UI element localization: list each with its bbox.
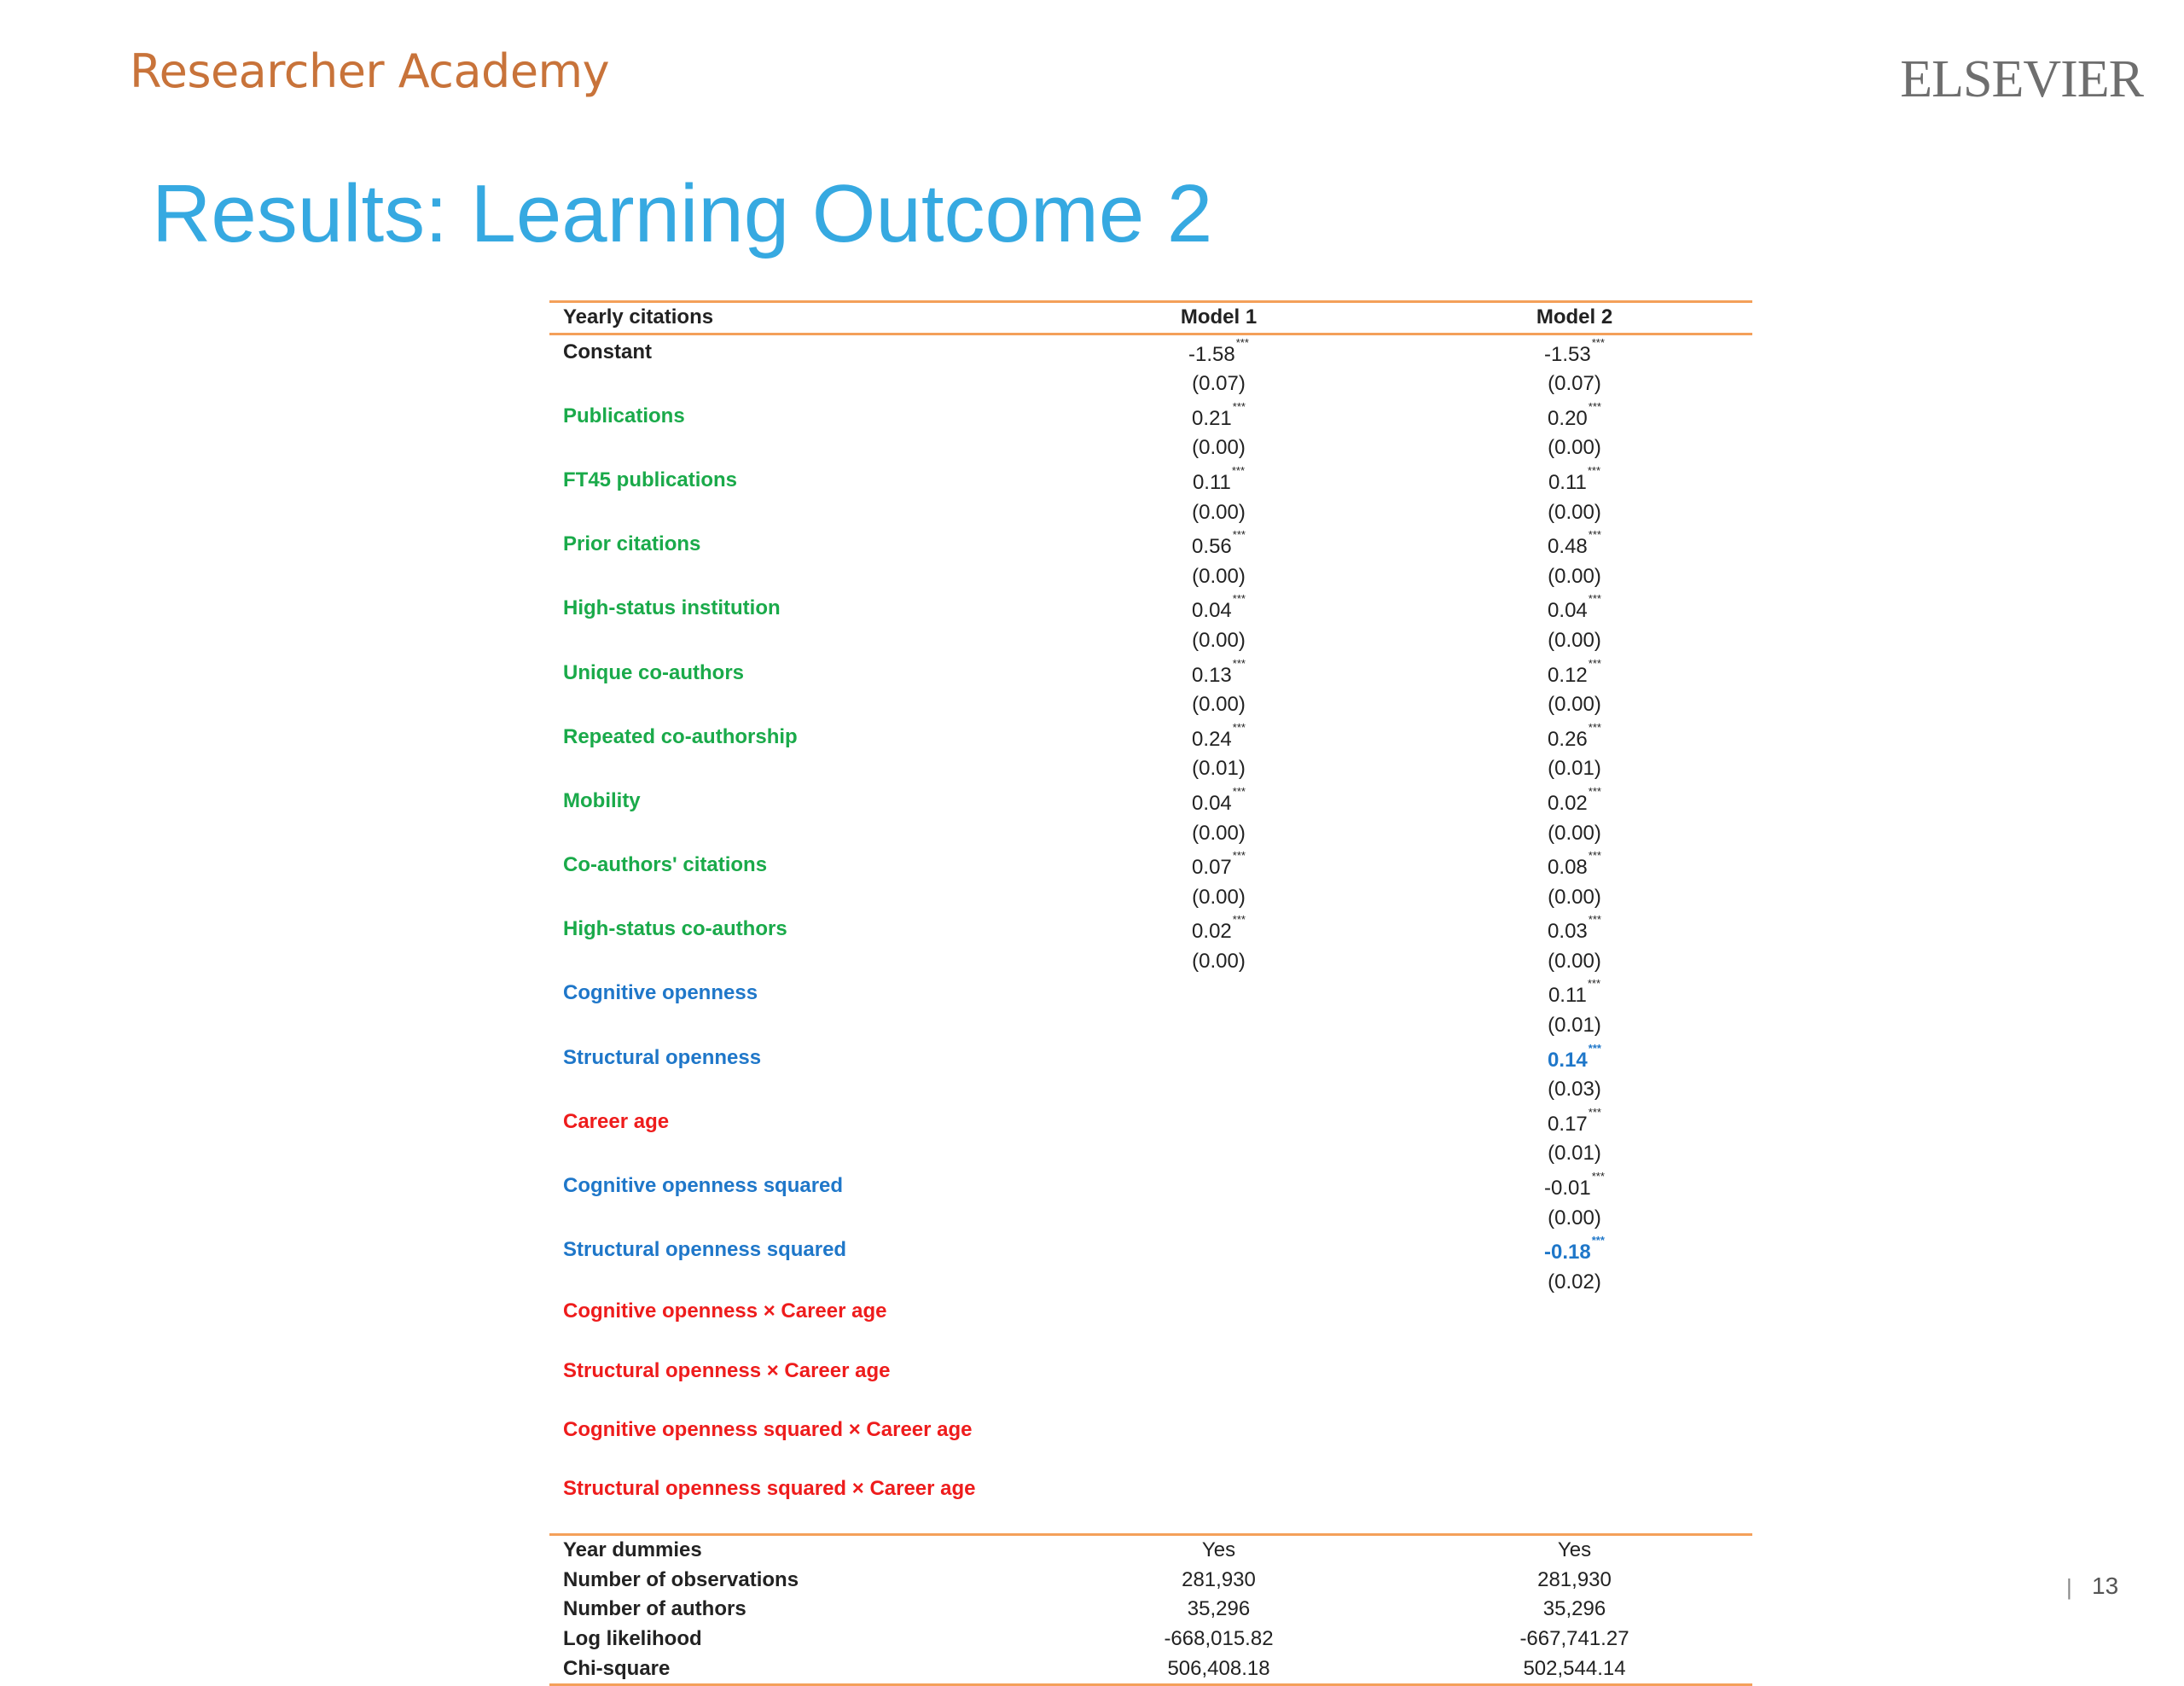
coefficient-cell [1397, 1474, 1752, 1504]
variable-label: Career age [563, 1109, 670, 1133]
significance-stars: *** [1591, 1170, 1605, 1183]
coefficient-value: -1.58 [1188, 342, 1235, 366]
table-row-std-error [549, 1445, 1752, 1474]
std-error-cell [1041, 369, 1397, 399]
blank-label-cell [549, 754, 1041, 784]
std-error-cell [1041, 883, 1397, 913]
variable-label: Unique co-authors [563, 660, 745, 684]
coefficient-cell [1397, 656, 1752, 691]
coefficient-value: 0.11 [1548, 984, 1587, 1008]
std-error-cell [1397, 433, 1752, 463]
coefficient-cell [1397, 463, 1752, 498]
table-body [549, 335, 1752, 1686]
blank-label-cell [549, 819, 1041, 849]
summary-row [549, 1566, 1752, 1596]
significance-stars: *** [1588, 656, 1601, 670]
significance-stars: *** [1588, 399, 1601, 413]
blank-label-cell [549, 1204, 1041, 1234]
header-model-2: Model 2 [1397, 300, 1752, 335]
table-row [549, 656, 1752, 691]
table-row [549, 527, 1752, 562]
summary-row [549, 1533, 1752, 1566]
table-row-std-error [549, 498, 1752, 528]
coefficient-cell [1397, 527, 1752, 562]
coefficient-value: -1.53 [1544, 342, 1591, 366]
coefficient-cell [1397, 784, 1752, 819]
table-row [549, 976, 1752, 1011]
summary-model-1-value: 35,296 [1187, 1597, 1251, 1621]
significance-stars: *** [1588, 720, 1601, 734]
std-error-cell [1041, 1268, 1397, 1298]
blank-label-cell [549, 1386, 1041, 1416]
table-header-row [549, 300, 1752, 335]
table-row [549, 848, 1752, 883]
coefficient-cell [1041, 1041, 1397, 1076]
coefficient-value: 0.02 [1192, 920, 1232, 944]
blank-label-cell [549, 433, 1041, 463]
table-row [549, 591, 1752, 626]
std-error-value: (0.00) [1548, 500, 1601, 524]
table-row [549, 1416, 1752, 1445]
coefficient-value: 0.04 [1192, 599, 1232, 623]
std-error-value: (0.03) [1548, 1078, 1601, 1102]
std-error-cell [1397, 754, 1752, 784]
std-error-cell [1397, 690, 1752, 720]
variable-label: Structural openness × Career age [563, 1358, 891, 1382]
std-error-value: (0.00) [1192, 949, 1246, 973]
coefficient-value: 0.07 [1192, 856, 1232, 880]
variable-label: Cognitive openness [563, 981, 758, 1005]
page-number: 13 [2092, 1573, 2119, 1599]
variable-label: High-status co-authors [563, 917, 787, 941]
table-row-std-error [549, 369, 1752, 399]
std-error-value: (0.07) [1548, 372, 1601, 396]
std-error-value: (0.00) [1548, 885, 1601, 909]
coefficient-cell [1397, 720, 1752, 755]
coefficient-cell [1041, 784, 1397, 819]
page-number-separator: | [2066, 1574, 2072, 1600]
variable-label: Cognitive openness × Career age [563, 1299, 887, 1323]
variable-label: High-status institution [563, 596, 781, 620]
std-error-cell [1397, 1504, 1752, 1534]
table-row [549, 1357, 1752, 1387]
std-error-cell [1041, 1011, 1397, 1041]
summary-model-1-value: 281,930 [1182, 1567, 1256, 1591]
publisher-logo-text: ELSEVIER [1900, 50, 2143, 108]
variable-label: Prior citations [563, 532, 701, 556]
coefficient-value: 0.17 [1548, 1112, 1588, 1136]
std-error-value: (0.02) [1548, 1270, 1601, 1294]
table-row [549, 335, 1752, 370]
coefficient-value: 0.11 [1548, 470, 1587, 494]
std-error-cell [1397, 947, 1752, 977]
std-error-value: (0.01) [1548, 1014, 1601, 1038]
table-row-std-error [549, 1327, 1752, 1357]
significance-stars: *** [1591, 335, 1605, 349]
std-error-cell [1397, 626, 1752, 656]
blank-label-cell [549, 947, 1041, 977]
significance-stars: *** [1588, 592, 1601, 606]
header-yearly-citations: Yearly citations [549, 300, 1041, 335]
table-row [549, 720, 1752, 755]
table-row-std-error [549, 1075, 1752, 1105]
variable-label: Publications [563, 404, 685, 427]
std-error-cell [1041, 626, 1397, 656]
summary-row [549, 1625, 1752, 1654]
significance-stars: *** [1588, 784, 1601, 798]
std-error-value: (0.00) [1548, 436, 1601, 460]
brand-logo-text: Researcher Academy [130, 44, 610, 98]
summary-label: Chi-square [549, 1654, 1041, 1686]
table-row-std-error [549, 947, 1752, 977]
summary-model-2-value: 281,930 [1537, 1567, 1612, 1591]
table-row-std-error [549, 1139, 1752, 1169]
significance-stars: *** [1588, 913, 1601, 927]
std-error-value: (0.07) [1192, 372, 1246, 396]
std-error-value: (0.00) [1548, 821, 1601, 845]
table-row [549, 1041, 1752, 1076]
significance-stars: *** [1232, 528, 1246, 542]
std-error-cell [1397, 369, 1752, 399]
std-error-value: (0.00) [1548, 564, 1601, 588]
summary-row [549, 1654, 1752, 1686]
regression-results-table [549, 300, 1752, 1686]
variable-label: FT45 publications [563, 468, 738, 491]
std-error-cell [1397, 1268, 1752, 1298]
coefficient-value: 0.56 [1192, 535, 1232, 559]
table-row [549, 784, 1752, 819]
std-error-value: (0.00) [1548, 628, 1601, 652]
header-model-1: Model 1 [1041, 300, 1397, 335]
table-row-std-error [549, 1268, 1752, 1298]
coefficient-cell [1041, 848, 1397, 883]
std-error-value: (0.00) [1192, 436, 1246, 460]
coefficient-value: 0.24 [1192, 727, 1232, 751]
std-error-value: (0.00) [1192, 821, 1246, 845]
coefficient-value: 0.20 [1548, 406, 1588, 430]
std-error-cell [1397, 883, 1752, 913]
blank-label-cell [549, 883, 1041, 913]
std-error-value: (0.00) [1192, 500, 1246, 524]
table-row-std-error [549, 433, 1752, 463]
std-error-cell [1397, 819, 1752, 849]
coefficient-value: 0.03 [1548, 920, 1588, 944]
significance-stars: *** [1588, 1041, 1601, 1055]
std-error-value: (0.01) [1192, 757, 1246, 781]
coefficient-cell [1397, 1357, 1752, 1387]
std-error-value: (0.00) [1548, 693, 1601, 717]
std-error-cell [1397, 1011, 1752, 1041]
table-row [549, 399, 1752, 434]
blank-label-cell [549, 1504, 1041, 1534]
table-row-std-error [549, 1386, 1752, 1416]
coefficient-value: 0.21 [1192, 406, 1232, 430]
variable-label: Co-authors' citations [563, 853, 768, 877]
summary-model-2-value: Yes [1397, 1533, 1752, 1566]
blank-label-cell [549, 1139, 1041, 1169]
table-row [549, 463, 1752, 498]
std-error-value: (0.00) [1548, 1206, 1601, 1230]
significance-stars: *** [1591, 1234, 1605, 1247]
coefficient-cell [1041, 1105, 1397, 1140]
coefficient-value: 0.13 [1192, 663, 1232, 687]
std-error-cell [1041, 498, 1397, 528]
coefficient-cell [1397, 1297, 1752, 1327]
significance-stars: *** [1588, 528, 1601, 542]
std-error-value: (0.00) [1192, 628, 1246, 652]
table-row [549, 1169, 1752, 1204]
variable-label: Repeated co-authorship [563, 724, 798, 748]
std-error-cell [1041, 1445, 1397, 1474]
significance-stars: *** [1587, 977, 1601, 991]
blank-label-cell [549, 1011, 1041, 1041]
table-row-std-error [549, 1204, 1752, 1234]
table-row-std-error [549, 1011, 1752, 1041]
significance-stars: *** [1232, 399, 1246, 413]
coefficient-cell [1041, 976, 1397, 1011]
summary-row [549, 1595, 1752, 1625]
coefficient-value: 0.12 [1548, 663, 1588, 687]
coefficient-cell [1397, 976, 1752, 1011]
significance-stars: *** [1231, 463, 1246, 477]
std-error-value: (0.01) [1548, 1142, 1601, 1166]
std-error-cell [1041, 1139, 1397, 1169]
std-error-cell [1041, 1327, 1397, 1357]
coefficient-cell [1041, 1416, 1397, 1445]
summary-model-2-value: 502,544.14 [1397, 1654, 1752, 1686]
std-error-cell [1041, 1386, 1397, 1416]
coefficient-cell [1041, 912, 1397, 947]
variable-label: Cognitive openness squared [563, 1174, 844, 1198]
coefficient-cell [1397, 1416, 1752, 1445]
std-error-cell [1041, 819, 1397, 849]
coefficient-cell [1397, 1233, 1752, 1268]
blank-label-cell [549, 498, 1041, 528]
std-error-cell [1397, 1139, 1752, 1169]
coefficient-cell [1041, 656, 1397, 691]
coefficient-value: 0.08 [1548, 856, 1588, 880]
std-error-value: (0.00) [1192, 885, 1246, 909]
summary-model-1-value: -668,015.82 [1164, 1626, 1274, 1650]
variable-label: Structural openness squared × Career age [563, 1476, 976, 1500]
coefficient-cell [1397, 591, 1752, 626]
coefficient-cell [1041, 1297, 1397, 1327]
blank-label-cell [549, 369, 1041, 399]
table-row-std-error [549, 819, 1752, 849]
coefficient-cell [1397, 399, 1752, 434]
blank-label-cell [549, 1327, 1041, 1357]
std-error-cell [1041, 947, 1397, 977]
significance-stars: *** [1232, 720, 1246, 734]
coefficient-cell [1041, 1233, 1397, 1268]
coefficient-cell [1041, 720, 1397, 755]
std-error-value: (0.00) [1192, 693, 1246, 717]
table-row [549, 1105, 1752, 1140]
significance-stars: *** [1232, 849, 1246, 863]
significance-stars: *** [1232, 592, 1246, 606]
std-error-value: (0.00) [1192, 564, 1246, 588]
std-error-cell [1397, 562, 1752, 592]
significance-stars: *** [1232, 913, 1246, 927]
significance-stars: *** [1588, 1105, 1601, 1119]
variable-label: Constant [563, 340, 652, 363]
significance-stars: *** [1587, 463, 1601, 477]
significance-stars: *** [1588, 849, 1601, 863]
coefficient-cell [1397, 848, 1752, 883]
coefficient-value: 0.11 [1192, 470, 1231, 494]
table-row-std-error [549, 754, 1752, 784]
blank-label-cell [549, 626, 1041, 656]
std-error-cell [1041, 1075, 1397, 1105]
summary-label: Year dummies [549, 1533, 1041, 1566]
table-row-std-error [549, 690, 1752, 720]
coefficient-cell [1041, 399, 1397, 434]
std-error-cell [1397, 1445, 1752, 1474]
blank-label-cell [549, 1075, 1041, 1105]
coefficient-value: 0.14 [1548, 1048, 1588, 1072]
coefficient-value: -0.01 [1544, 1177, 1591, 1201]
table-row [549, 1233, 1752, 1268]
std-error-cell [1041, 754, 1397, 784]
coefficient-value: 0.04 [1192, 791, 1232, 815]
summary-model-1-value: Yes [1041, 1533, 1397, 1566]
variable-label: Structural openness [563, 1045, 762, 1069]
variable-label: Cognitive openness squared × Career age [563, 1417, 973, 1441]
std-error-cell [1041, 690, 1397, 720]
std-error-cell [1041, 562, 1397, 592]
std-error-value: (0.01) [1548, 757, 1601, 781]
coefficient-cell [1041, 1169, 1397, 1204]
std-error-cell [1397, 1327, 1752, 1357]
coefficient-cell [1397, 335, 1752, 370]
summary-label: Number of observations [563, 1567, 799, 1591]
table-row-std-error [549, 626, 1752, 656]
std-error-value: (0.00) [1548, 949, 1601, 973]
variable-label: Structural openness squared [563, 1238, 847, 1262]
coefficient-cell [1397, 1041, 1752, 1076]
significance-stars: *** [1235, 335, 1249, 349]
table-row-std-error [549, 1504, 1752, 1534]
summary-label: Log likelihood [563, 1626, 702, 1650]
variable-label: Mobility [563, 788, 641, 812]
coefficient-cell [1041, 1357, 1397, 1387]
coefficient-cell [1397, 912, 1752, 947]
table-row [549, 1474, 1752, 1504]
slide-title: Results: Learning Outcome 2 [152, 168, 1213, 259]
summary-model-2-value: -667,741.27 [1519, 1626, 1629, 1650]
std-error-cell [1397, 1204, 1752, 1234]
std-error-cell [1397, 1386, 1752, 1416]
significance-stars: *** [1232, 656, 1246, 670]
blank-label-cell [549, 1445, 1041, 1474]
summary-label: Number of authors [563, 1597, 746, 1621]
summary-model-2-value: 35,296 [1542, 1597, 1606, 1621]
coefficient-cell [1041, 1474, 1397, 1504]
blank-label-cell [549, 1268, 1041, 1298]
coefficient-cell [1041, 463, 1397, 498]
coefficient-value: 0.02 [1548, 791, 1588, 815]
coefficient-cell [1041, 527, 1397, 562]
coefficient-value: 0.26 [1548, 727, 1588, 751]
table-row [549, 912, 1752, 947]
table-row-std-error [549, 883, 1752, 913]
coefficient-value: 0.48 [1548, 535, 1588, 559]
std-error-cell [1397, 498, 1752, 528]
blank-label-cell [549, 562, 1041, 592]
coefficient-value: -0.18 [1544, 1241, 1591, 1264]
coefficient-value: 0.04 [1548, 599, 1588, 623]
coefficient-cell [1397, 1169, 1752, 1204]
std-error-cell [1041, 433, 1397, 463]
significance-stars: *** [1232, 784, 1246, 798]
table-row [549, 1297, 1752, 1327]
coefficient-cell [1397, 1105, 1752, 1140]
coefficient-cell [1041, 335, 1397, 370]
std-error-cell [1041, 1204, 1397, 1234]
std-error-cell [1041, 1504, 1397, 1534]
table-row-std-error [549, 562, 1752, 592]
summary-model-1-value: 506,408.18 [1041, 1654, 1397, 1686]
blank-label-cell [549, 690, 1041, 720]
coefficient-cell [1041, 591, 1397, 626]
std-error-cell [1397, 1075, 1752, 1105]
